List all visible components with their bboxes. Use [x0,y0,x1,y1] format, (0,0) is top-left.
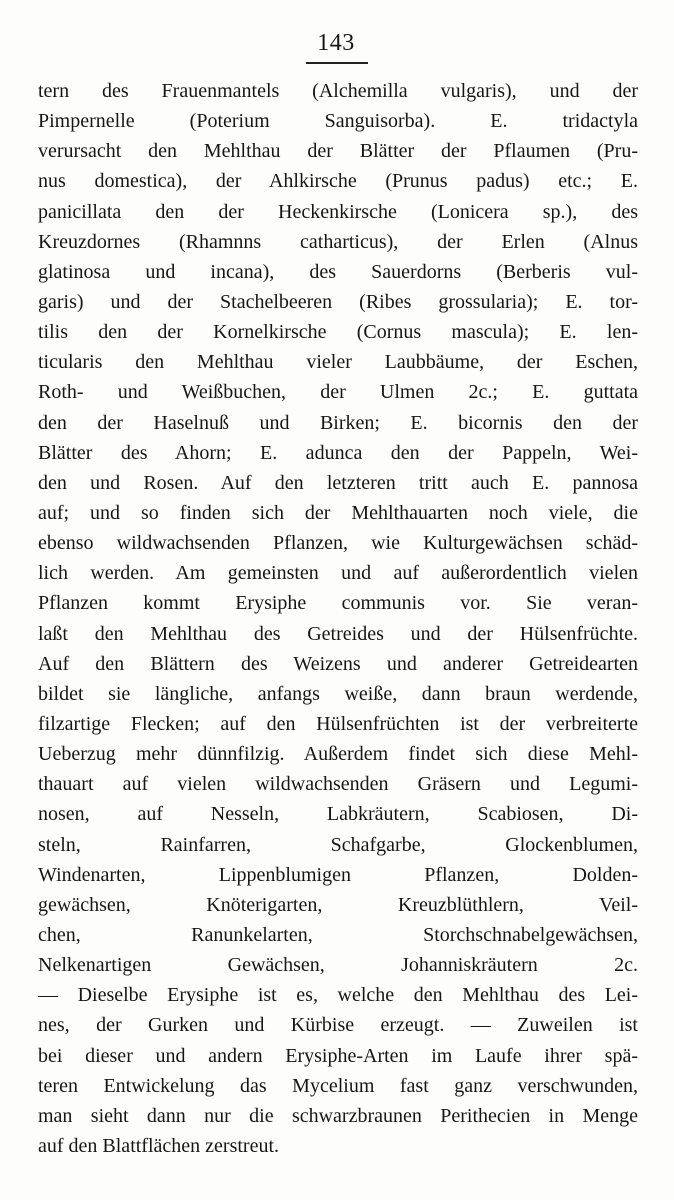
text-line: auf den Blattflächen zerstreut. [38,1134,279,1157]
text-line: tilis den der Kornelkirsche (Cornus mascula); E. len- [38,321,638,344]
text-line: bildet sie längliche, anfangs weiße, dann braun werdende, [38,682,638,705]
text-line: auf; und so finden sich der Mehlthauarten noch viele, die [38,501,638,524]
text-line: nus domestica), der Ahlkirsche (Prunus padus) etc.; E. [38,170,638,193]
text-line: gewächsen, Knöterigarten, Kreuzblüthlern, Veil- [38,893,638,916]
text-line: ebenso wildwachsenden Pflanzen, wie Kulturgewächsen schäd- [38,532,638,555]
text-line: Ueberzug mehr dünnfilzig. Außerdem findet sich diese Mehl- [38,743,638,766]
text-line: den und Rosen. Auf den letzteren tritt auch E. pannosa [38,471,638,494]
text-line: laßt den Mehlthau des Getreides und der Hülsenfrüchte. [38,622,638,645]
text-line: Pimpernelle (Poterium Sanguisorba). E. tridactyla [38,110,638,133]
text-line: steln, Rainfarren, Schafgarbe, Glockenblumen, [38,833,638,856]
text-line: — Dieselbe Erysiphe ist es, welche den Mehlthau des Lei- [38,984,638,1007]
text-line: garis) und der Stachelbeeren (Ribes grossularia); E. tor- [38,290,638,313]
text-line: bei dieser und andern Erysiphe-Arten im Laufe ihrer spä- [38,1044,638,1067]
text-line: verursacht den Mehlthau der Blätter der Pflaumen (Pru- [38,140,638,163]
text-line: teren Entwickelung das Mycelium fast ganz verschwunden, [38,1074,638,1097]
page-number-rule [306,62,368,64]
text-line: Windenarten, Lippenblumigen Pflanzen, Dolden- [38,863,638,886]
text-line: Roth- und Weißbuchen, der Ulmen 2c.; E. guttata [38,381,638,404]
text-line: thauart auf vielen wildwachsenden Gräsern und Legumi- [38,773,638,796]
text-line: Pflanzen kommt Erysiphe communis vor. Sie veran- [38,592,638,615]
text-line: Auf den Blättern des Weizens und anderer Getreidearten [38,652,638,675]
text-line: chen, Ranunkelarten, Storchschnabelgewächsen, [38,923,638,946]
text-line: glatinosa und incana), des Sauerdorns (Berberis vul- [38,260,638,283]
text-line: man sieht dann nur die schwarzbraunen Perithecien in Menge [38,1104,638,1127]
text-line: nosen, auf Nesseln, Labkräutern, Scabiosen, Di- [38,803,638,826]
text-line: lich werden. Am gemeinsten und auf außerordentlich vielen [38,562,638,585]
text-line: panicillata den der Heckenkirsche (Lonicera sp.), des [38,200,638,223]
page-number: 143 [317,30,355,56]
text-line: Kreuzdornes (Rhamnns catharticus), der Erlen (Alnus [38,230,638,253]
text-line: nes, der Gurken und Kürbise erzeugt. — Zuweilen ist [38,1014,638,1037]
text-line: Nelkenartigen Gewächsen, Johanniskräutern 2c. [38,954,638,977]
body-text [38,76,638,1161]
text-line: den der Haselnuß und Birken; E. bicornis den der [38,411,638,434]
text-line: Blätter des Ahorn; E. adunca den der Pappeln, Wei- [38,441,638,464]
text-line: filzartige Flecken; auf den Hülsenfrüchten ist der verbreiterte [38,712,638,735]
text-line: ticularis den Mehlthau vieler Laubbäume, der Eschen, [38,351,638,374]
text-line: tern des Frauenmantels (Alchemilla vulgaris), und der [38,80,638,102]
